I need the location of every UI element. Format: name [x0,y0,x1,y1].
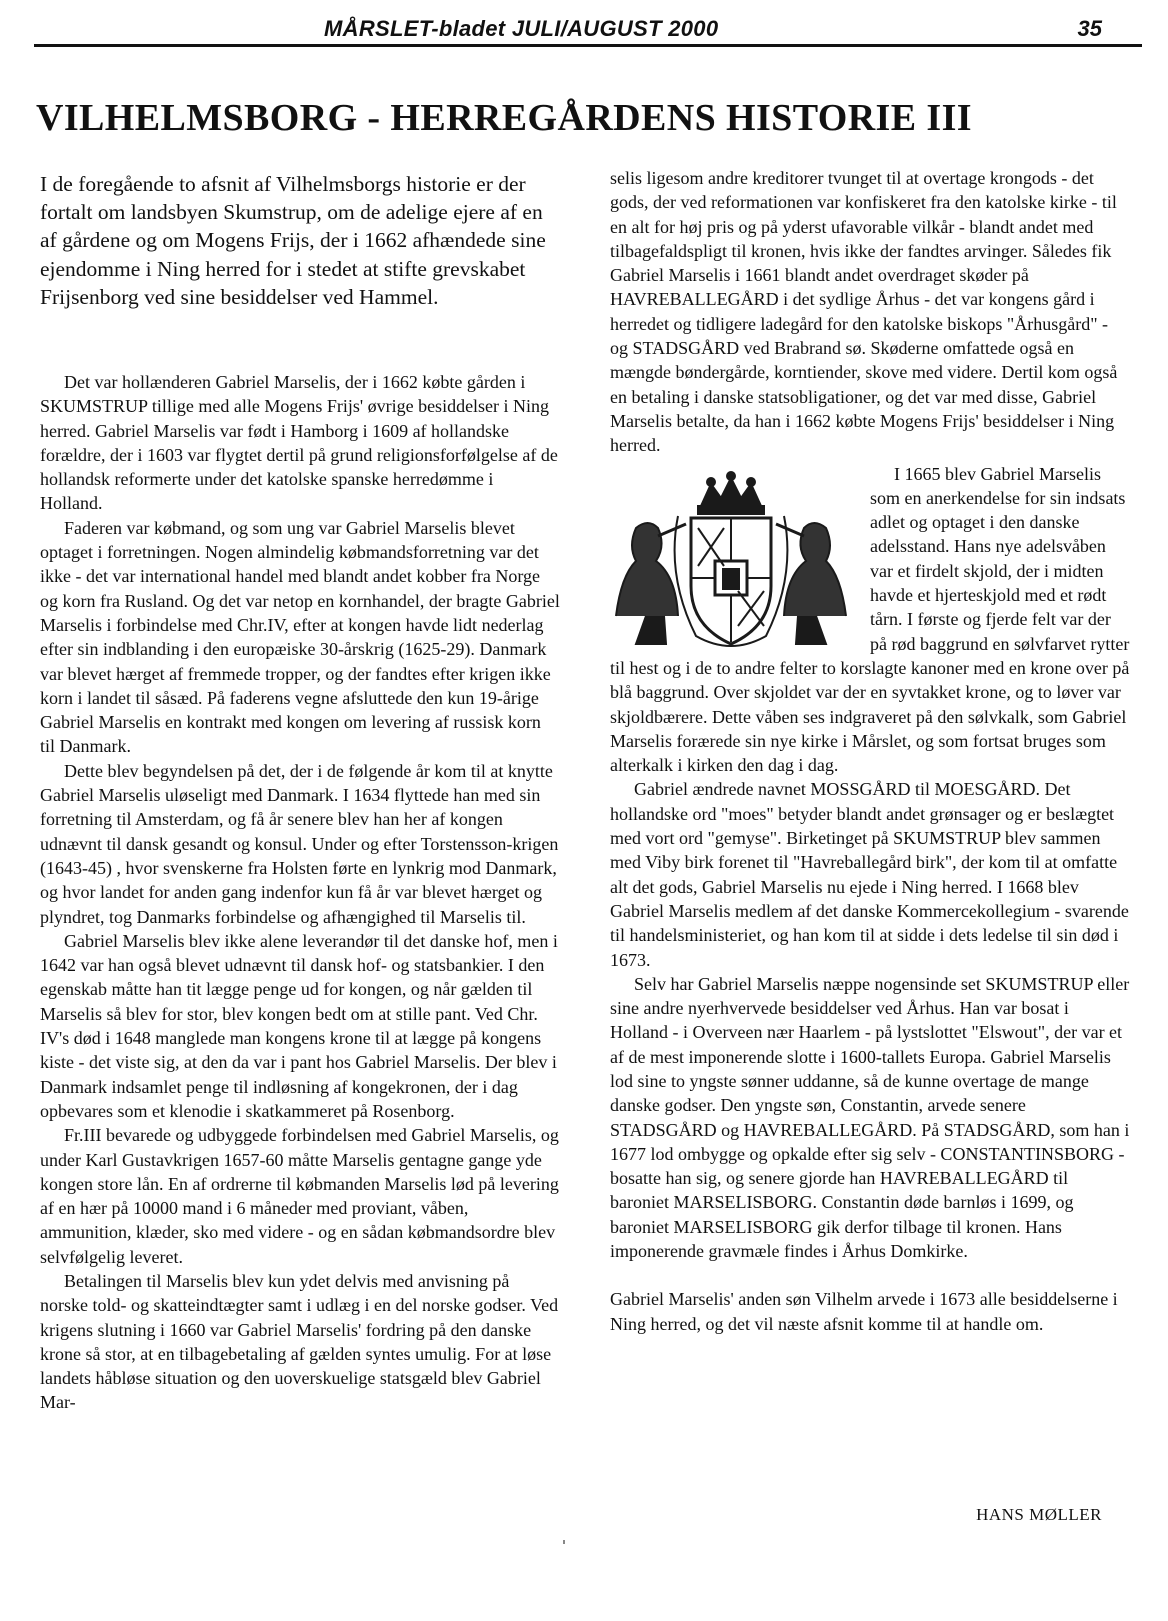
paragraph: Fr.III bevarede og udbyggede forbindelsen med Gabriel Marselis, og under Karl Gustavkrigen 1657-60 måtte Marselis gentagne gange yde kongen store lån. En af ordrerne til købmanden Marselis lød på levering af en hær på 10000 mand i 6 måneder med proviant, våben, ammunition, klæder, sko med videre - og en sådan købmandsordre blev selvfølgelig leveret. [40,1125,559,1267]
scan-mark [563,1540,565,1544]
paragraph: Gabriel Marselis blev ikke alene leverandør til det danske hof, men i 1642 var han også blevet udnævnt til dansk hof- og statsbankier. I den egenskab måtte han tit lægge penge ud for kongen, og når gælden til Marselis så blev for stor, blev kongen bedt om at stille pant. Ved Chr. IV's død i 1648 manglede man kongens krone til at lægge på kongens kiste - det viste sig, at den da var i pant hos Gabriel Marselis. Der blev i Danmark indsamlet penge til indløsning af kongekronen, der i dag opbevares som et klenodie i skatkammeret på Rosenborg. [40,930,558,1121]
article-intro: I de foregående to afsnit af Vilhelmsborgs historie er der fortalt om landsbyen Skumstrup, om de adelige ejere af en af gårdene og om Mogens Frijs, der i 1662 afhændede sine ejendomme i Ning herred for i stedet at stifte grevskabet Frijsenborg ved sine besiddelser ved Hammel. [40,172,546,309]
author-signature: HANS MØLLER [976,1505,1102,1524]
paragraph: Betalingen til Marselis blev kun ydet delvis med anvisning på norske told- og skatteindtægter samt i udlæg i en del norske godser. Ved krigens slutning i 1660 var Gabriel Marselis' fordring på den danske krone så stor, at en tilbagebetaling af gælden syntes umulig. For at løse landets håbløse situation og den uoverskuelige statsgæld blev Gabriel Mar- [40,1270,559,1413]
paragraph: Faderen var købmand, og som ung var Gabriel Marselis blevet optaget i forretningen. Nogen almindelig købmandsforretning var det ikke - det var international handel med blandt andet kobber fra Norge og korn fra Rusland. Og det var netop en kornhandel, der bragte Gabriel Marselis i forbindelse med Chr.IV, efter at kongen havde lidt nederlag efter sin indblanding i den europæiske 30-årskrig (1625-29). Danmark var blevet hærget af fremmede tropper, og der fandtes efter krigen ikke korn i landet til såsæd. På faderens vegne afsluttede den kun 19-årige Gabriel Marselis en kontrakt med kongen om levering af russisk korn til Danmark. [40,517,560,757]
publication-title: MÅRSLET-bladet JULI/AUGUST 2000 [324,16,719,41]
page-number: 35 [1077,16,1102,41]
paragraph: selis ligesom andre kreditorer tvunget til at overtage krongods - det gods, der ved reformationen var konfiskeret fra den katolske kirke - til en alt for høj pris og på yderst ufavorable vilkår - blandt andet med tilbagefaldspligt til kronen, hvis ikke der fandtes arvinger. Således fik Gabriel Marselis i 1661 blandt andet overdraget skøder på HAVREBALLEGÅRD i det sydlige Århus - det var kongens gård i herredet og tidligere ladegård for den katolske biskops "Århusgård" - og STADSGÅRD ved Brabrand sø. Skøderne omfattede også en mængde bøndergårde, korntiender, skove med videre. Dertil kom også en betaling i danske statsobligationer, og det var med disse, Gabriel Marselis betalte, da han i 1662 købte Mogens Frijs' besiddelser i Ning herred. [610,168,1118,456]
closing-paragraph: Gabriel Marselis' anden søn Vilhelm arvede i 1673 alle besiddelserne i Ning herred, og det vil næste afsnit komme til at handle om. [610,1289,1118,1334]
paragraph: Selv har Gabriel Marselis næppe nogensinde set SKUMSTRUP eller sine andre nyerhvervede besiddelser ved Århus. Han var bosat i Holland - i Overveen nær Haarlem - på lystslottet "Elswout", der var et af de mest imponerende slotte i 1600-tallets Europa. Gabriel Marselis lod sine to yngste sønner uddanne, så de kunne overtage de mange danske godser. Den yngste søn, Constantin, arvede senere STADSGÅRD og HAVREBALLEGÅRD. På STADSGÅRD, som han i 1677 lod ombygge og opkalde efter sig selv - CONSTANTINSBORG - bosatte han sig, og senere gjorde han HAVREBALLEGÅRD til baroniet MARSELISBORG. Constantin døde barnløs i 1699, og baroniet MARSELISBORG gik derfor tilbage til kronen. Hans imponerende gravmæle findes i Århus Domkirke. [610,973,1130,1262]
paragraph: Det var hollænderen Gabriel Marselis, der i 1662 købte gården i SKUMSTRUP tillige med alle Mogens Frijs' øvrige besiddelser i Ning herred. Gabriel Marselis var født i Hamborg i 1609 af hollandske forældre, der i 1603 var flygtet dertil på grund religionsforfølgelse af de hollandsk reformerte under det katolske spanske herredømme i Holland. [40,372,558,514]
coat-of-arms-icon [606,466,856,656]
article-title: VILHELMSBORG - HERREGÅRDENS HISTORIE III [36,97,972,139]
left-column [40,370,560,1415]
paragraph: Gabriel ændrede navnet MOSSGÅRD til MOESGÅRD. Det hollandske ord "moes" betyder blandt andet grønsager og er beslægtet med vort ord "gemyse". Birketinget på SKUMSTRUP blev sammen med Viby birk forenet til "Havreballegård birk", der kom til at omfatte alt det gods, Gabriel Marselis nu ejede i Ning herred. I 1668 blev Gabriel Marselis medlem af det danske Kommercekollegium - svarende til handelsministeriet, og han kom til at sidde i dets ledelse til sin død i 1673. [610,779,1129,970]
paragraph: I 1665 blev Gabriel Marselis som en anerkendelse for sin indsats adlet og optaget i den danske adelsstand. Hans nye adelsvåben var et firdelt skjold, der i midten havde et hjerteskjold med et rødt tårn. I første og fjerde felt var der på rød baggrund en sølvfarvet rytter til hest og i de to andre felter to korslagte kanoner med en krone over på blå baggrund. Over skjoldet var der en syvtakket krone, og to løver var skjoldbærere. Dette våben ses indgraveret på den sølvkalk, som Gabriel Marselis forærede sin nye kirke i Mårslet, og som fortsat bruges som alterkalk i kirken den dag i dag. [610,463,1130,776]
masthead [34,14,1142,47]
paragraph: Dette blev begyndelsen på det, der i de følgende år kom til at knytte Gabriel Marselis uløseligt med Danmark. I 1634 flyttede han med sin forretning til Amsterdam, og få år senere blev han her af kongen udnævnt til dansk gesandt og konsul. Under og efter Torstensson-krigen (1643-45) , hvor svenskerne fra Holsten førte en lynkrig mod Danmark, og hvor landet for anden gang indenfor kun få år var blevet hærget og plyndret, tog Danmarks forbindelse og afhængighed til Marselis til. [40,760,559,927]
right-column [610,166,1130,1336]
